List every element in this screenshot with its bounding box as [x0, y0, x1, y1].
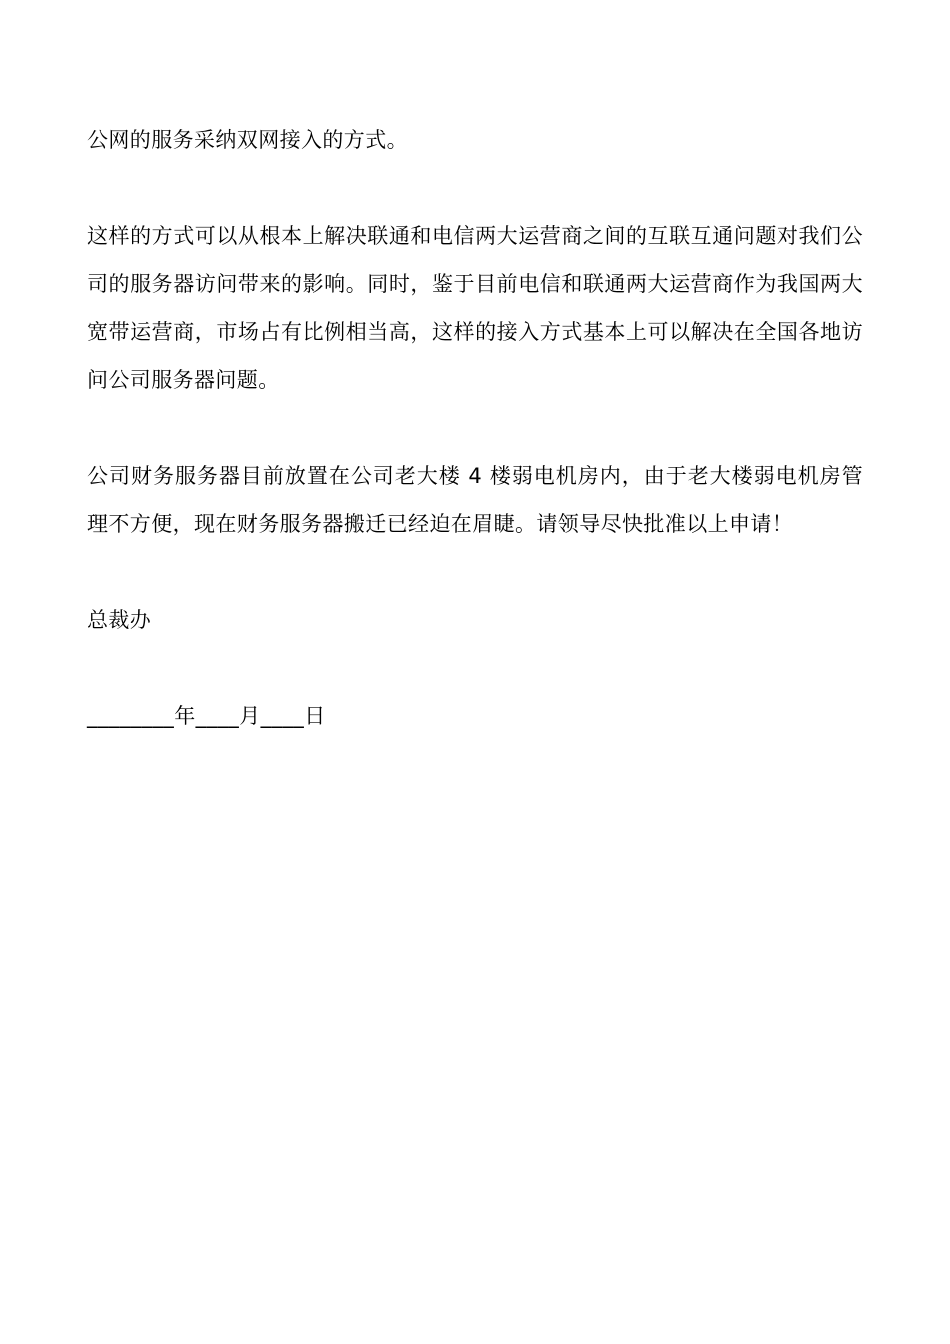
date-line: ________年____月____日: [87, 704, 326, 728]
signature: 总裁办: [87, 608, 152, 632]
paragraph-interconnection: 这样的方式可以从根本上解决联通和电信两大运营商之间的互联互通问题对我们公司的服务器访问带来的影响。同时，鉴于目前电信和联通两大运营商作为我国两大宽带运营商，市场占有比例相当高，这样的接入方式基本上可以解决在全国各地访问公司服务器问题。: [87, 224, 863, 392]
paragraph-dual-network: 公网的服务采纳双网接入的方式。: [87, 128, 408, 152]
paragraph-finance-server: 公司财务服务器目前放置在公司老大楼 4 楼弱电机房内，由于老大楼弱电机房管理不方便，现在财务服务器搬迁已经迫在眉睫。请领导尽快批准以上申请！: [87, 464, 863, 536]
document-body: [87, 116, 863, 740]
